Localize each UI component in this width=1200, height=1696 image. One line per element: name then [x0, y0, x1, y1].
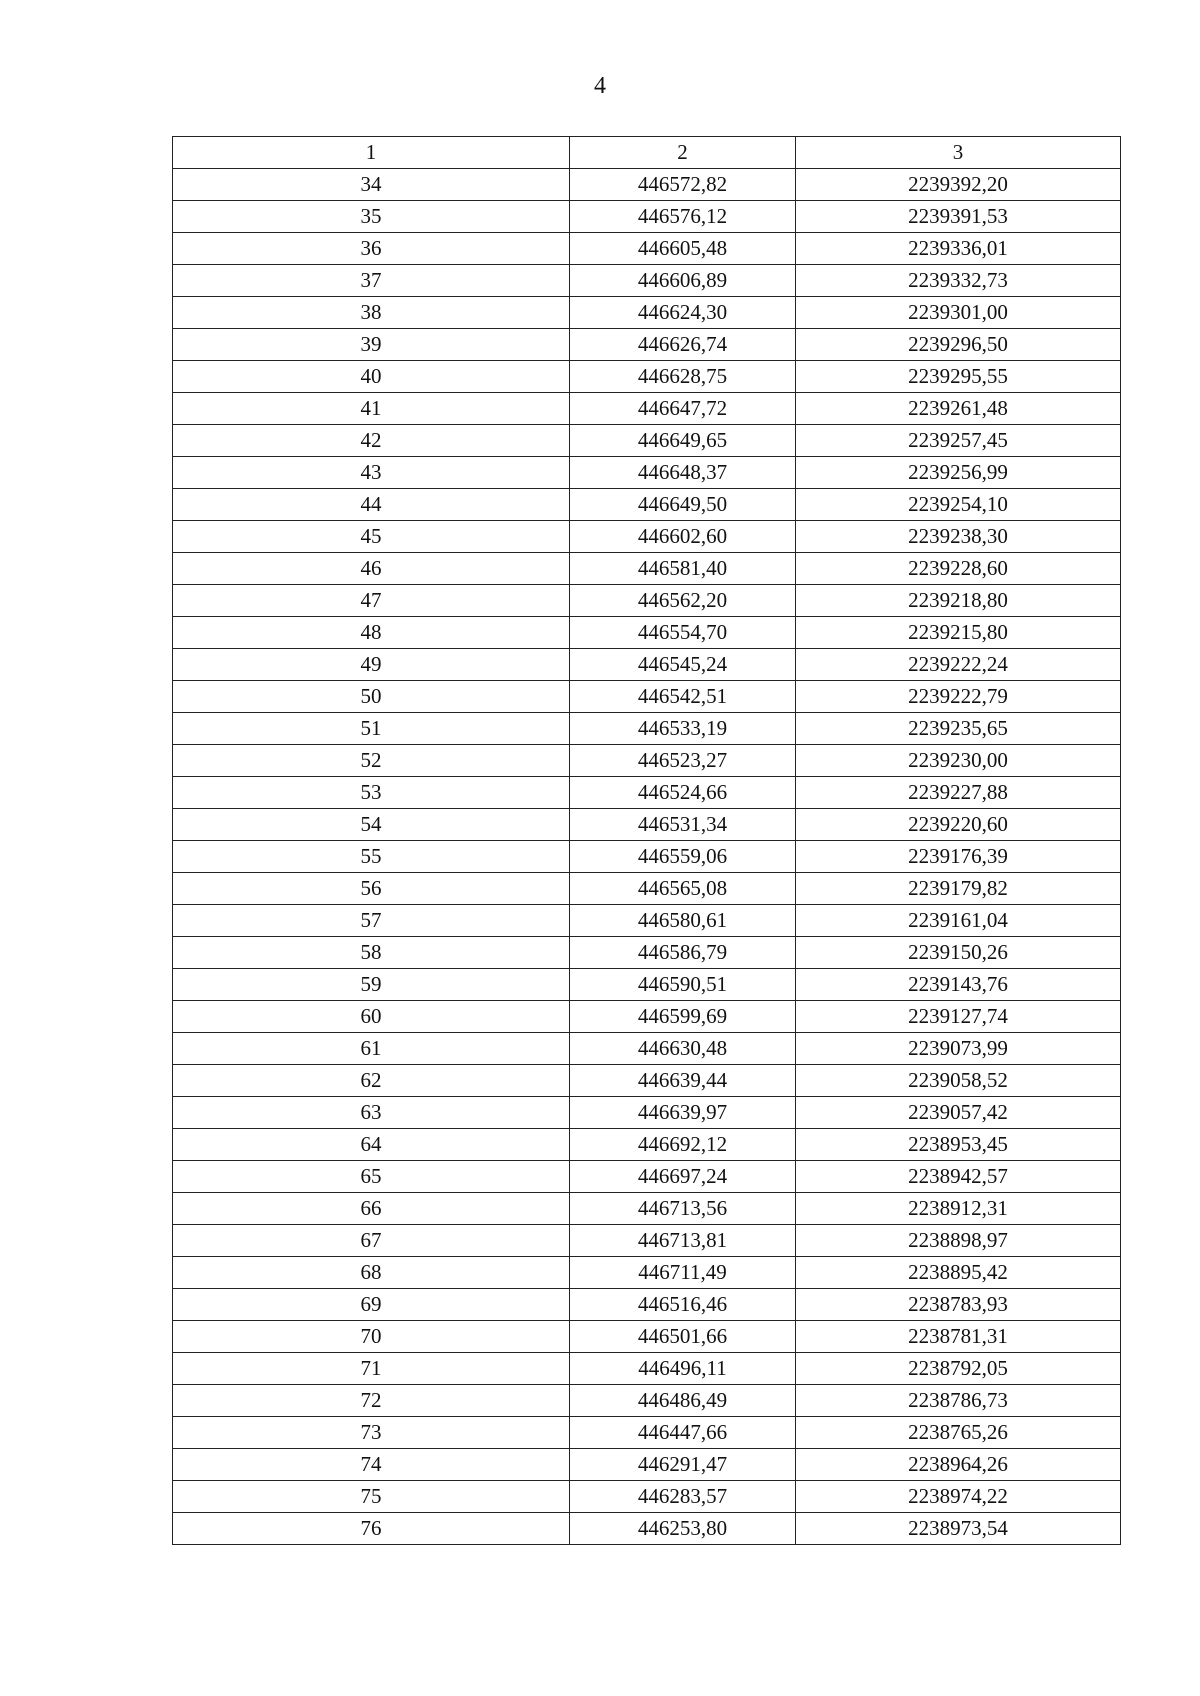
- x-coordinate-cell: 446639,44: [570, 1065, 796, 1097]
- table-row: [173, 713, 1121, 745]
- x-coordinate-cell: 446586,79: [570, 937, 796, 969]
- x-coordinate-cell: 446605,48: [570, 233, 796, 265]
- table-row: [173, 873, 1121, 905]
- x-coordinate-cell: 446711,49: [570, 1257, 796, 1289]
- y-coordinate-cell: 2239220,60: [796, 809, 1121, 841]
- x-coordinate-cell: 446545,24: [570, 649, 796, 681]
- y-coordinate-cell: 2238973,54: [796, 1513, 1121, 1545]
- point-number-cell: 49: [173, 649, 570, 681]
- y-coordinate-cell: 2239295,55: [796, 361, 1121, 393]
- y-coordinate-cell: 2239391,53: [796, 201, 1121, 233]
- y-coordinate-cell: 2239261,48: [796, 393, 1121, 425]
- point-number-cell: 63: [173, 1097, 570, 1129]
- point-number-cell: 62: [173, 1065, 570, 1097]
- header-row: [173, 137, 1121, 169]
- point-number-cell: 70: [173, 1321, 570, 1353]
- table-row: [173, 425, 1121, 457]
- x-coordinate-cell: 446647,72: [570, 393, 796, 425]
- x-coordinate-cell: 446590,51: [570, 969, 796, 1001]
- y-coordinate-cell: 2239073,99: [796, 1033, 1121, 1065]
- point-number-cell: 69: [173, 1289, 570, 1321]
- table-row: [173, 841, 1121, 873]
- point-number-cell: 53: [173, 777, 570, 809]
- y-coordinate-cell: 2238781,31: [796, 1321, 1121, 1353]
- x-coordinate-cell: 446253,80: [570, 1513, 796, 1545]
- y-coordinate-cell: 2239238,30: [796, 521, 1121, 553]
- table-body: [173, 169, 1121, 1545]
- table-row: [173, 361, 1121, 393]
- x-coordinate-cell: 446562,20: [570, 585, 796, 617]
- y-coordinate-cell: 2239179,82: [796, 873, 1121, 905]
- y-coordinate-cell: 2239150,26: [796, 937, 1121, 969]
- table-row: [173, 777, 1121, 809]
- point-number-cell: 51: [173, 713, 570, 745]
- point-number-cell: 50: [173, 681, 570, 713]
- y-coordinate-cell: 2239057,42: [796, 1097, 1121, 1129]
- table-row: [173, 297, 1121, 329]
- table-row: [173, 1257, 1121, 1289]
- y-coordinate-cell: 2238953,45: [796, 1129, 1121, 1161]
- x-coordinate-cell: 446523,27: [570, 745, 796, 777]
- x-coordinate-cell: 446565,08: [570, 873, 796, 905]
- y-coordinate-cell: 2238792,05: [796, 1353, 1121, 1385]
- table-row: [173, 265, 1121, 297]
- table-row: [173, 201, 1121, 233]
- table-row: [173, 1001, 1121, 1033]
- y-coordinate-cell: 2238942,57: [796, 1161, 1121, 1193]
- y-coordinate-cell: 2239256,99: [796, 457, 1121, 489]
- x-coordinate-cell: 446291,47: [570, 1449, 796, 1481]
- point-number-cell: 59: [173, 969, 570, 1001]
- x-coordinate-cell: 446501,66: [570, 1321, 796, 1353]
- x-coordinate-cell: 446283,57: [570, 1481, 796, 1513]
- table-row: [173, 1449, 1121, 1481]
- y-coordinate-cell: 2239127,74: [796, 1001, 1121, 1033]
- point-number-cell: 76: [173, 1513, 570, 1545]
- table-row: [173, 1193, 1121, 1225]
- point-number-cell: 64: [173, 1129, 570, 1161]
- y-coordinate-cell: 2239143,76: [796, 969, 1121, 1001]
- x-coordinate-cell: 446649,65: [570, 425, 796, 457]
- x-coordinate-cell: 446713,81: [570, 1225, 796, 1257]
- table-row: [173, 1129, 1121, 1161]
- x-coordinate-cell: 446630,48: [570, 1033, 796, 1065]
- x-coordinate-cell: 446639,97: [570, 1097, 796, 1129]
- point-number-cell: 44: [173, 489, 570, 521]
- point-number-cell: 67: [173, 1225, 570, 1257]
- table-row: [173, 1225, 1121, 1257]
- x-coordinate-cell: 446516,46: [570, 1289, 796, 1321]
- point-number-cell: 42: [173, 425, 570, 457]
- y-coordinate-cell: 2239227,88: [796, 777, 1121, 809]
- table-row: [173, 1513, 1121, 1545]
- x-coordinate-cell: 446531,34: [570, 809, 796, 841]
- x-coordinate-cell: 446524,66: [570, 777, 796, 809]
- x-coordinate-cell: 446599,69: [570, 1001, 796, 1033]
- y-coordinate-cell: 2239222,24: [796, 649, 1121, 681]
- y-coordinate-cell: 2239161,04: [796, 905, 1121, 937]
- x-coordinate-cell: 446576,12: [570, 201, 796, 233]
- y-coordinate-cell: 2239230,00: [796, 745, 1121, 777]
- table-row: [173, 1417, 1121, 1449]
- x-coordinate-cell: 446486,49: [570, 1385, 796, 1417]
- header-cell-1: 1: [173, 137, 570, 169]
- point-number-cell: 48: [173, 617, 570, 649]
- table-row: [173, 969, 1121, 1001]
- table-row: [173, 585, 1121, 617]
- point-number-cell: 71: [173, 1353, 570, 1385]
- table-row: [173, 521, 1121, 553]
- table-row: [173, 1353, 1121, 1385]
- table-row: [173, 233, 1121, 265]
- point-number-cell: 47: [173, 585, 570, 617]
- x-coordinate-cell: 446692,12: [570, 1129, 796, 1161]
- point-number-cell: 68: [173, 1257, 570, 1289]
- y-coordinate-cell: 2239332,73: [796, 265, 1121, 297]
- x-coordinate-cell: 446581,40: [570, 553, 796, 585]
- y-coordinate-cell: 2238783,93: [796, 1289, 1121, 1321]
- x-coordinate-cell: 446580,61: [570, 905, 796, 937]
- point-number-cell: 73: [173, 1417, 570, 1449]
- y-coordinate-cell: 2238912,31: [796, 1193, 1121, 1225]
- table-row: [173, 1097, 1121, 1129]
- x-coordinate-cell: 446626,74: [570, 329, 796, 361]
- point-number-cell: 66: [173, 1193, 570, 1225]
- table-row: [173, 649, 1121, 681]
- point-number-cell: 35: [173, 201, 570, 233]
- table-row: [173, 1481, 1121, 1513]
- table-row: [173, 937, 1121, 969]
- x-coordinate-cell: 446624,30: [570, 297, 796, 329]
- table-row: [173, 809, 1121, 841]
- table-row: [173, 1065, 1121, 1097]
- y-coordinate-cell: 2238895,42: [796, 1257, 1121, 1289]
- page-number: 4: [594, 73, 606, 99]
- point-number-cell: 54: [173, 809, 570, 841]
- y-coordinate-cell: 2238974,22: [796, 1481, 1121, 1513]
- header-cell-3: 3: [796, 137, 1121, 169]
- y-coordinate-cell: 2239257,45: [796, 425, 1121, 457]
- point-number-cell: 39: [173, 329, 570, 361]
- y-coordinate-cell: 2239218,80: [796, 585, 1121, 617]
- point-number-cell: 60: [173, 1001, 570, 1033]
- x-coordinate-cell: 446628,75: [570, 361, 796, 393]
- y-coordinate-cell: 2239235,65: [796, 713, 1121, 745]
- point-number-cell: 37: [173, 265, 570, 297]
- y-coordinate-cell: 2239176,39: [796, 841, 1121, 873]
- table-row: [173, 745, 1121, 777]
- point-number-cell: 61: [173, 1033, 570, 1065]
- x-coordinate-cell: 446648,37: [570, 457, 796, 489]
- y-coordinate-cell: 2238765,26: [796, 1417, 1121, 1449]
- table-row: [173, 489, 1121, 521]
- y-coordinate-cell: 2238898,97: [796, 1225, 1121, 1257]
- table-row: [173, 617, 1121, 649]
- point-number-cell: 45: [173, 521, 570, 553]
- point-number-cell: 52: [173, 745, 570, 777]
- point-number-cell: 34: [173, 169, 570, 201]
- y-coordinate-cell: 2238964,26: [796, 1449, 1121, 1481]
- table-row: [173, 457, 1121, 489]
- table-row: [173, 553, 1121, 585]
- y-coordinate-cell: 2239228,60: [796, 553, 1121, 585]
- point-number-cell: 55: [173, 841, 570, 873]
- point-number-cell: 75: [173, 1481, 570, 1513]
- x-coordinate-cell: 446447,66: [570, 1417, 796, 1449]
- x-coordinate-cell: 446554,70: [570, 617, 796, 649]
- y-coordinate-cell: 2239296,50: [796, 329, 1121, 361]
- table-row: [173, 681, 1121, 713]
- point-number-cell: 74: [173, 1449, 570, 1481]
- point-number-cell: 58: [173, 937, 570, 969]
- x-coordinate-cell: 446713,56: [570, 1193, 796, 1225]
- point-number-cell: 38: [173, 297, 570, 329]
- x-coordinate-cell: 446606,89: [570, 265, 796, 297]
- point-number-cell: 36: [173, 233, 570, 265]
- x-coordinate-cell: 446496,11: [570, 1353, 796, 1385]
- point-number-cell: 56: [173, 873, 570, 905]
- x-coordinate-cell: 446602,60: [570, 521, 796, 553]
- x-coordinate-cell: 446697,24: [570, 1161, 796, 1193]
- table-row: [173, 905, 1121, 937]
- x-coordinate-cell: 446533,19: [570, 713, 796, 745]
- table-row: [173, 393, 1121, 425]
- header-cell-2: 2: [570, 137, 796, 169]
- coordinates-table: [172, 136, 1121, 1545]
- y-coordinate-cell: 2239058,52: [796, 1065, 1121, 1097]
- y-coordinate-cell: 2239301,00: [796, 297, 1121, 329]
- y-coordinate-cell: 2238786,73: [796, 1385, 1121, 1417]
- table-row: [173, 329, 1121, 361]
- y-coordinate-cell: 2239254,10: [796, 489, 1121, 521]
- point-number-cell: 46: [173, 553, 570, 585]
- table-row: [173, 1289, 1121, 1321]
- table-row: [173, 1033, 1121, 1065]
- y-coordinate-cell: 2239392,20: [796, 169, 1121, 201]
- table-row: [173, 169, 1121, 201]
- point-number-cell: 41: [173, 393, 570, 425]
- point-number-cell: 43: [173, 457, 570, 489]
- table-row: [173, 1385, 1121, 1417]
- x-coordinate-cell: 446649,50: [570, 489, 796, 521]
- table-row: [173, 1161, 1121, 1193]
- x-coordinate-cell: 446572,82: [570, 169, 796, 201]
- x-coordinate-cell: 446542,51: [570, 681, 796, 713]
- table-header: [173, 137, 1121, 169]
- point-number-cell: 72: [173, 1385, 570, 1417]
- point-number-cell: 40: [173, 361, 570, 393]
- y-coordinate-cell: 2239222,79: [796, 681, 1121, 713]
- table-row: [173, 1321, 1121, 1353]
- y-coordinate-cell: 2239215,80: [796, 617, 1121, 649]
- y-coordinate-cell: 2239336,01: [796, 233, 1121, 265]
- x-coordinate-cell: 446559,06: [570, 841, 796, 873]
- point-number-cell: 57: [173, 905, 570, 937]
- point-number-cell: 65: [173, 1161, 570, 1193]
